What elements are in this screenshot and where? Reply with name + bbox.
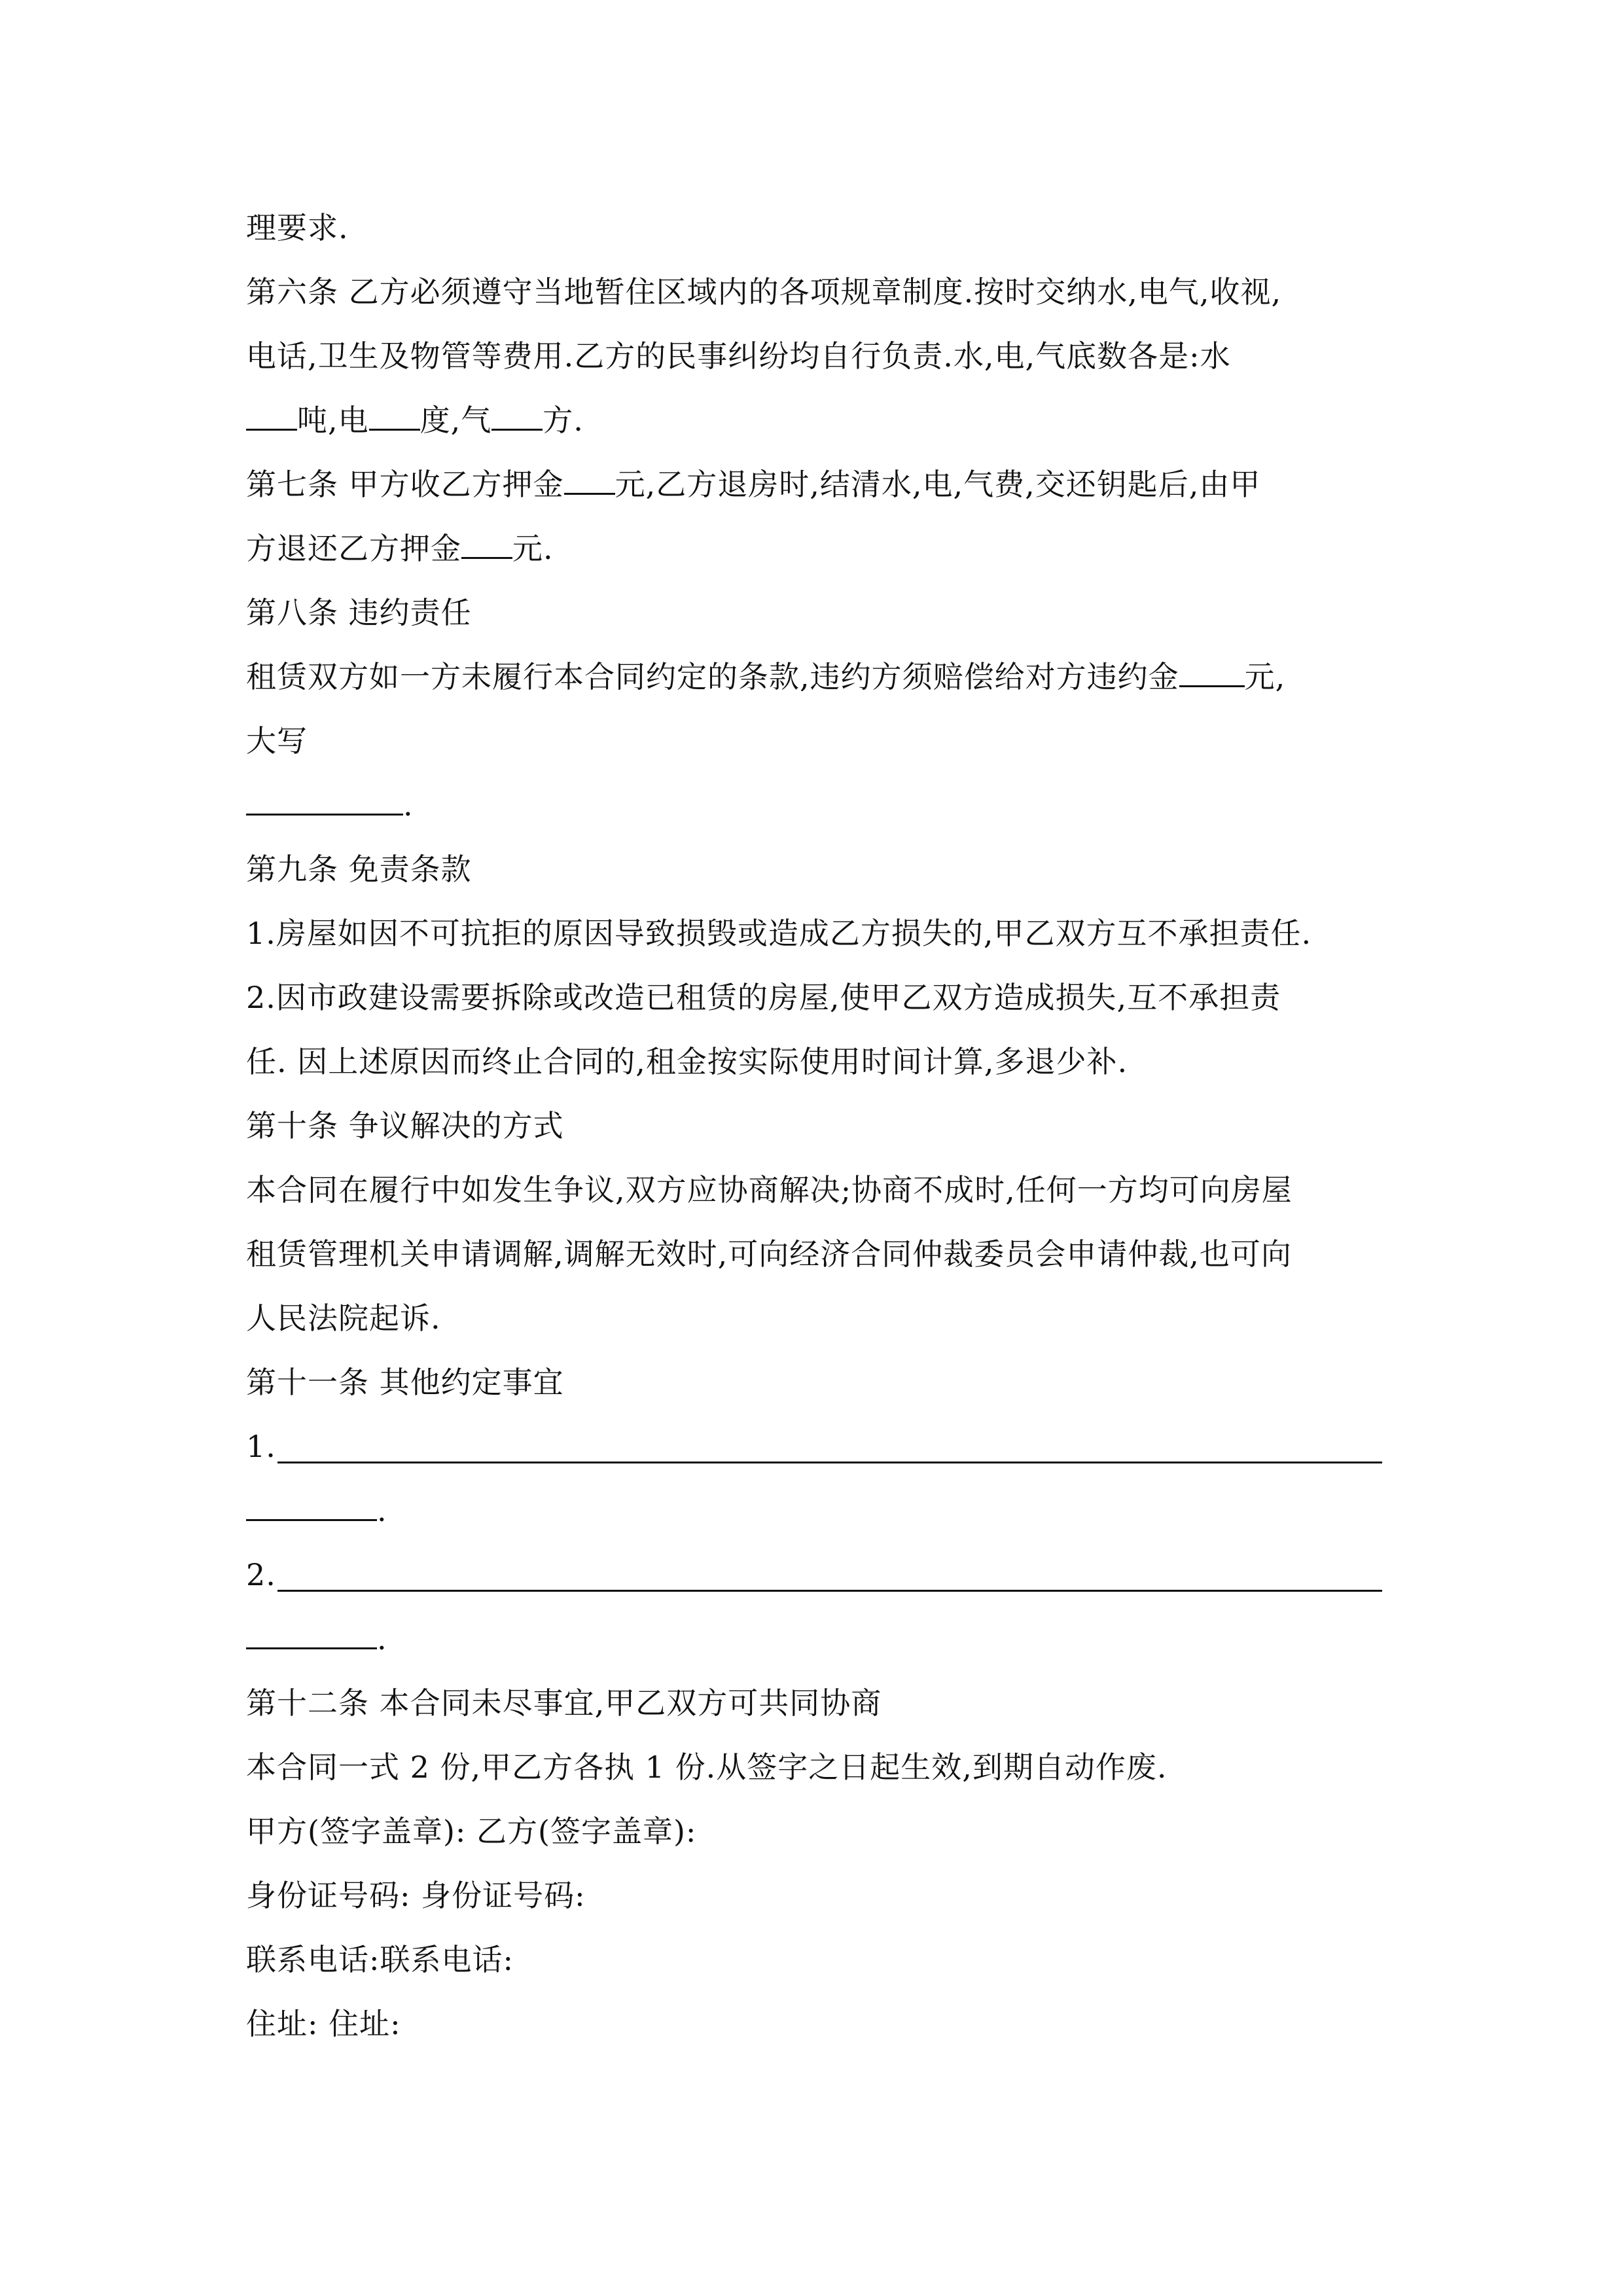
address-line: 住址: 住址: xyxy=(246,2006,401,2041)
item-1-fill-line[interactable] xyxy=(277,1462,1382,1463)
electricity-unit-text: 度,气 xyxy=(419,403,492,438)
article-9-item-2-line-2: 任. 因上述原因而终止合同的,租金按实际使用时间计算,多退少补. xyxy=(246,1044,1128,1079)
article-10-line-3: 人民法院起诉. xyxy=(246,1300,441,1336)
period-text: . xyxy=(377,1493,387,1528)
article-6-line-1: 第六条 乙方必须遵守当地暂住区域内的各项规章制度.按时交纳水,电气,收视, xyxy=(246,274,1282,310)
article-7-text-a: 第七条 甲方收乙方押金 xyxy=(246,467,564,502)
signature-line: 甲方(签字盖章): 乙方(签字盖章): xyxy=(246,1814,697,1849)
article-8-line-2: 大写 xyxy=(246,723,308,759)
gas-blank[interactable] xyxy=(491,403,543,431)
deposit-blank-1[interactable] xyxy=(564,467,615,495)
penalty-blank[interactable] xyxy=(1179,659,1245,687)
item-2-cont-blank[interactable] xyxy=(246,1621,377,1649)
water-unit-text: 吨,电 xyxy=(297,403,369,438)
item-1-number: 1. xyxy=(246,1429,276,1464)
article-9-item-2-line-1: 2.因市政建设需要拆除或改造已租赁的房屋,使甲乙双方造成损失,互不承担责 xyxy=(246,980,1281,1015)
id-number-line: 身份证号码: 身份证号码: xyxy=(246,1878,586,1913)
deposit-blank-2[interactable] xyxy=(461,531,512,559)
article-11-heading: 第十一条 其他约定事宜 xyxy=(246,1365,564,1400)
article-8-heading: 第八条 违约责任 xyxy=(246,595,472,630)
article-8-line-3 xyxy=(246,785,414,825)
article-7-text-d: 元. xyxy=(512,531,554,566)
article-7-text-c: 方退还乙方押金 xyxy=(246,531,461,566)
article-8-text-a: 租赁双方如一方未履行本合同约定的条款,违约方须赔偿给对方违约金 xyxy=(246,659,1179,694)
article-7-text-b: 元,乙方退房时,结清水,电,气费,交还钥匙后,由甲 xyxy=(615,467,1261,502)
article-10-heading: 第十条 争议解决的方式 xyxy=(246,1108,564,1143)
phone-line: 联系电话:联系电话: xyxy=(246,1942,514,1977)
water-blank[interactable] xyxy=(246,403,297,431)
article-9-heading: 第九条 免责条款 xyxy=(246,852,472,887)
article-10-line-1: 本合同在履行中如发生争议,双方应协商解决;协商不成时,任何一方均可向房屋 xyxy=(246,1172,1293,1208)
text-line-reason-end: 理要求. xyxy=(246,210,349,245)
article-11-item-2-cont xyxy=(246,1619,387,1659)
article-6-line-2: 电话,卫生及物管等费用.乙方的民事纠纷均自行负责.水,电,气底数各是:水 xyxy=(246,338,1231,374)
item-1-cont-blank[interactable] xyxy=(246,1493,377,1521)
article-9-item-1: 1.房屋如因不可抗拒的原因导致损毁或造成乙方损失的,甲乙双方互不承担责任. xyxy=(246,916,1312,951)
article-11-item-1-cont xyxy=(246,1491,387,1530)
article-12-heading: 第十二条 本合同未尽事宜,甲乙双方可共同协商 xyxy=(246,1685,882,1721)
electricity-blank[interactable] xyxy=(369,403,420,431)
article-11-item-2 xyxy=(246,1555,1382,1594)
article-11-item-1 xyxy=(246,1427,1382,1466)
document-page xyxy=(246,0,1382,2296)
penalty-capital-blank[interactable] xyxy=(246,787,403,816)
item-2-number: 2. xyxy=(246,1557,276,1592)
article-7-line-1 xyxy=(246,465,1260,504)
item-2-fill-line[interactable] xyxy=(277,1590,1382,1592)
copies-clause: 本合同一式 2 份,甲乙方各执 1 份.从签字之日起生效,到期自动作废. xyxy=(246,1749,1168,1785)
period-text: . xyxy=(403,787,414,823)
article-10-line-2: 租赁管理机关申请调解,调解无效时,可向经济合同仲裁委员会申请仲裁,也可向 xyxy=(246,1236,1292,1272)
period-text: . xyxy=(377,1621,387,1657)
article-7-line-2 xyxy=(246,529,554,568)
article-6-line-3 xyxy=(246,401,584,440)
article-8-text-b: 元, xyxy=(1244,659,1286,694)
gas-unit-text: 方. xyxy=(543,403,584,438)
article-8-line-1 xyxy=(246,657,1285,696)
